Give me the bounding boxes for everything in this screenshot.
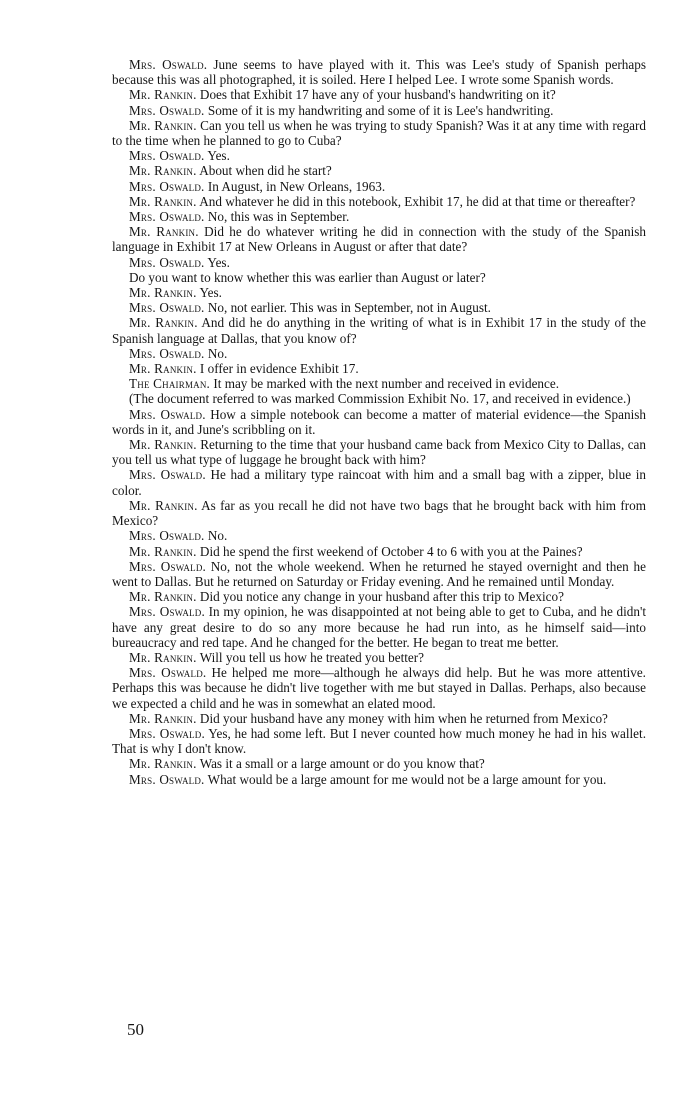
transcript-paragraph bbox=[112, 604, 646, 650]
speech-text: No. bbox=[207, 528, 228, 544]
transcript-paragraph bbox=[112, 544, 646, 559]
transcript-paragraph bbox=[112, 300, 646, 315]
speech-text: (The document referred to was marked Commission Exhibit No. 17, and received in evidence.) bbox=[129, 391, 631, 407]
speaker-label: Mr. Rankin. bbox=[129, 497, 198, 513]
speech-text: He had a military type raincoat with him and a small bag with a zipper, blue in color. bbox=[112, 467, 646, 498]
transcript-paragraph bbox=[112, 361, 646, 376]
speaker-label: Mrs. Oswald. bbox=[129, 102, 205, 118]
speech-text: No, this was in September. bbox=[207, 209, 350, 225]
transcript-paragraph bbox=[112, 315, 646, 345]
speech-text: What would be a large amount for me would not be a large amount for you. bbox=[207, 771, 607, 787]
speaker-label: Mr. Rankin. bbox=[129, 285, 197, 301]
speaker-label: Mrs. Oswald. bbox=[129, 345, 205, 361]
speech-text: He helped me more—although he always did help. But he was more attentive. Perhaps this was because he didn't live together with me but stayed in Dallas. Perhaps, also because we expected a child and he was in somewhat an elated mood. bbox=[112, 665, 646, 711]
speech-text: And whatever he did in this notebook, Exhibit 17, he did at that time or thereafter? bbox=[199, 193, 636, 209]
transcript-paragraph bbox=[112, 650, 646, 665]
speaker-label: Mr. Rankin. bbox=[129, 87, 197, 103]
speech-text: In my opinion, he was disappointed at not being able to get to Cuba, and he didn't have any great desire to do so any more because he had run into, as he himself said—into bureaucracy and red tape. And he changed for the better. He began to treat me better. bbox=[112, 604, 646, 650]
speaker-label: Mr. Rankin. bbox=[129, 543, 197, 559]
transcript-paragraph bbox=[112, 148, 646, 163]
speech-text: Was it a small or a large amount or do you know that? bbox=[199, 756, 485, 772]
speech-text: Yes. bbox=[199, 285, 222, 301]
transcript-paragraph bbox=[112, 87, 646, 102]
transcript-paragraph bbox=[112, 756, 646, 771]
speaker-label: Mr. Rankin. bbox=[129, 361, 197, 377]
transcript-paragraph bbox=[112, 528, 646, 543]
speaker-label: Mrs. Oswald. bbox=[129, 771, 205, 787]
transcript-paragraph bbox=[112, 179, 646, 194]
speech-text: Will you tell us how he treated you better? bbox=[199, 649, 425, 665]
speech-text: As far as you recall he did not have two bags that he brought back with him from Mexico? bbox=[112, 497, 646, 529]
transcript-paragraph bbox=[112, 437, 646, 467]
speaker-label: Mrs. Oswald. bbox=[129, 254, 205, 270]
speech-text: Returning to the time that your husband came back from Mexico City to Dallas, can you tell us what type of luggage he brought back with him? bbox=[112, 437, 646, 468]
transcript-paragraph bbox=[112, 589, 646, 604]
transcript-paragraph bbox=[112, 665, 646, 711]
transcript-paragraph bbox=[112, 194, 646, 209]
speech-text: How a simple notebook can become a matter of material evidence—the Spanish words in it, and June's scribbling on it. bbox=[112, 406, 646, 437]
speaker-label: Mr. Rankin. bbox=[129, 756, 197, 772]
transcript-paragraph bbox=[112, 772, 646, 787]
speaker-label: Mr. Rankin. bbox=[129, 589, 197, 605]
speaker-label: Mrs. Oswald. bbox=[129, 209, 205, 225]
transcript-paragraph bbox=[112, 711, 646, 726]
speaker-label: Mr. Rankin. bbox=[129, 117, 197, 133]
speaker-label: Mr. Rankin. bbox=[129, 224, 199, 240]
speaker-label: Mrs. Oswald. bbox=[129, 528, 205, 544]
speech-text: It may be marked with the next number and received in evidence. bbox=[213, 376, 560, 392]
speaker-label: Mrs. Oswald. bbox=[129, 558, 207, 574]
transcript-paragraph bbox=[112, 391, 646, 406]
speaker-label: Mr. Rankin. bbox=[129, 193, 197, 209]
speaker-label: Mrs. Oswald. bbox=[129, 467, 206, 483]
speech-text: Did he spend the first weekend of October 4 to 6 with you at the Paines? bbox=[199, 543, 583, 559]
transcript-paragraph bbox=[112, 467, 646, 497]
page-number: 50 bbox=[127, 1020, 144, 1039]
speech-text: No, not earlier. This was in September, not in August. bbox=[207, 300, 491, 316]
speech-text: Do you want to know whether this was earlier than August or later? bbox=[129, 269, 486, 285]
transcript-paragraph bbox=[112, 559, 646, 589]
transcript-body bbox=[112, 57, 646, 787]
transcript-paragraph bbox=[112, 255, 646, 270]
transcript-paragraph bbox=[112, 163, 646, 178]
transcript-paragraph bbox=[112, 346, 646, 361]
speech-text: No. bbox=[207, 345, 228, 361]
speaker-label: Mrs. Oswald. bbox=[129, 725, 206, 741]
speech-text: In August, in New Orleans, 1963. bbox=[207, 178, 386, 194]
speaker-label: Mr. Rankin. bbox=[129, 710, 197, 726]
speech-text: Yes, he had some left. But I never counted how much money he had in his wallet. That is why I don't know. bbox=[112, 725, 646, 757]
speech-text: Yes. bbox=[207, 148, 230, 164]
speech-text: Did you notice any change in your husband after this trip to Mexico? bbox=[199, 589, 564, 605]
speech-text: Does that Exhibit 17 have any of your husband's handwriting on it? bbox=[199, 87, 556, 103]
speaker-label: Mrs. Oswald. bbox=[129, 148, 205, 164]
transcript-paragraph bbox=[112, 726, 646, 756]
speaker-label: Mrs. Oswald. bbox=[129, 604, 205, 620]
speaker-label: The Chairman. bbox=[129, 376, 211, 392]
speaker-label: Mr. Rankin. bbox=[129, 437, 197, 453]
transcript-paragraph bbox=[112, 407, 646, 437]
speaker-label: Mrs. Oswald. bbox=[129, 406, 206, 422]
transcript-paragraph bbox=[112, 498, 646, 528]
speaker-label: Mrs. Oswald. bbox=[129, 665, 207, 681]
transcript-paragraph bbox=[112, 103, 646, 118]
speaker-label: Mr. Rankin. bbox=[129, 315, 198, 331]
transcript-paragraph bbox=[112, 285, 646, 300]
transcript-paragraph bbox=[112, 57, 646, 87]
speaker-label: Mrs. Oswald. bbox=[129, 300, 205, 316]
speaker-label: Mrs. Oswald. bbox=[129, 178, 205, 194]
speech-text: I offer in evidence Exhibit 17. bbox=[199, 361, 359, 377]
speech-text: No, not the whole weekend. When he returned he stayed overnight and then he went to Dallas. But he returned on Saturday or Friday evening. And he remained until Monday. bbox=[112, 558, 646, 589]
speech-text: Did your husband have any money with him when he returned from Mexico? bbox=[199, 710, 608, 726]
speaker-label: Mrs. Oswald. bbox=[129, 57, 208, 72]
transcript-paragraph bbox=[112, 376, 646, 391]
transcript-paragraph bbox=[112, 224, 646, 254]
speech-text: Yes. bbox=[207, 254, 230, 270]
speech-text: June seems to have played with it. This was Lee's study of Spanish perhaps because this was all photographed, it is soiled. Here I helped Lee. I wrote some Spanish words. bbox=[112, 57, 646, 88]
speaker-label: Mr. Rankin. bbox=[129, 163, 197, 179]
speech-text: Some of it is my handwriting and some of it is Lee's handwriting. bbox=[207, 102, 554, 118]
speaker-label: Mr. Rankin. bbox=[129, 649, 197, 665]
transcript-paragraph bbox=[112, 118, 646, 148]
speech-text: Can you tell us when he was trying to study Spanish? Was it at any time with regard to the time when he planned to go to Cuba? bbox=[112, 117, 646, 149]
speech-text: About when did he start? bbox=[199, 163, 332, 179]
speech-text: Did he do whatever writing he did in connection with the study of the Spanish language in Exhibit 17 at New Orleans in August or after that date? bbox=[112, 224, 646, 255]
transcript-paragraph bbox=[112, 270, 646, 285]
transcript-paragraph bbox=[112, 209, 646, 224]
speech-text: And did he do anything in the writing of what is in Exhibit 17 in the study of the Spanish language at Dallas, that you know of? bbox=[112, 315, 646, 346]
